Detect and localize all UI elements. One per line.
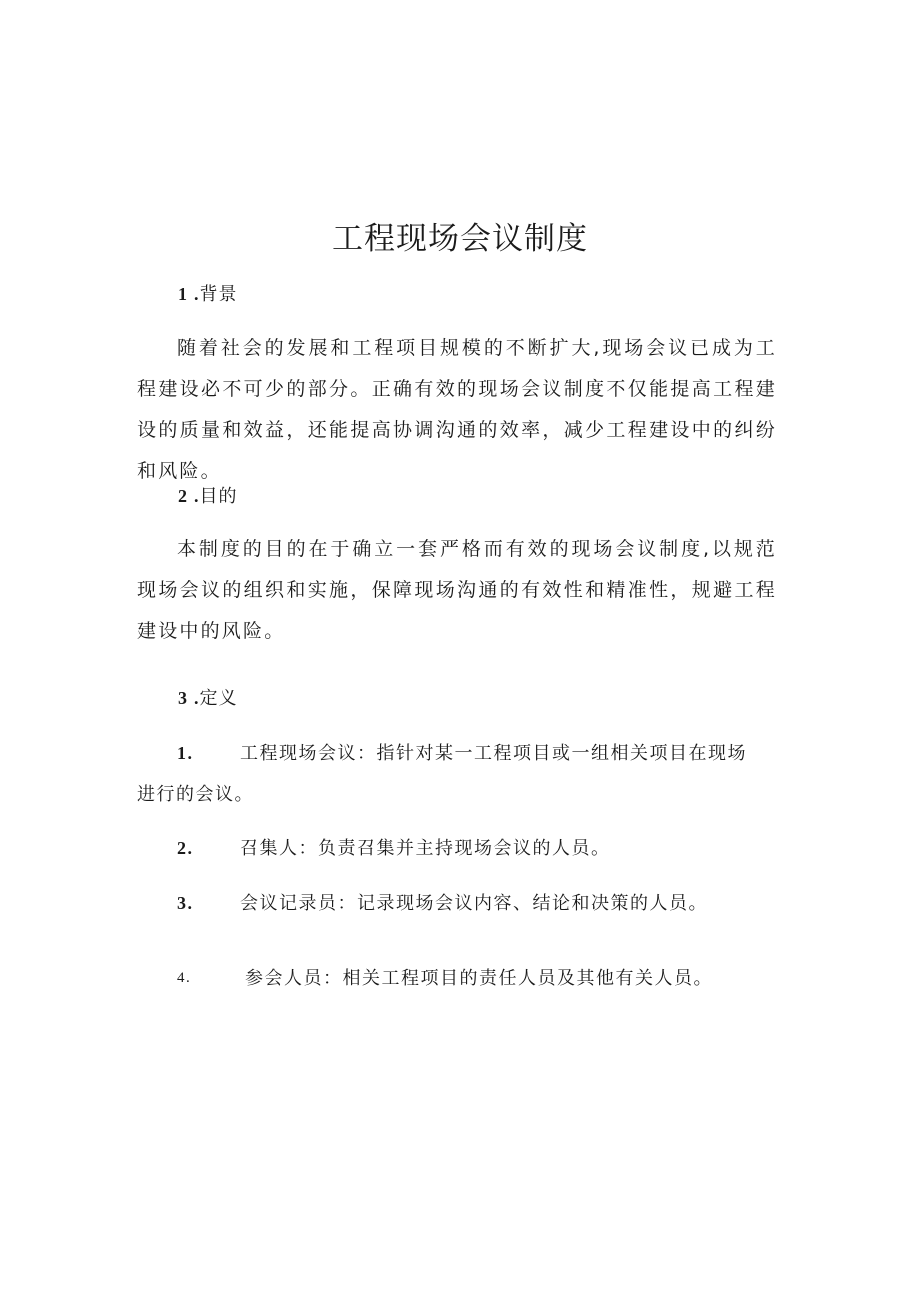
- section-dot: .: [194, 284, 200, 304]
- definition-text: 召集人：负责召集并主持现场会议的人员。: [240, 838, 611, 859]
- definition-text: 会议记录员：记录现场会议内容、结论和决策的人员。: [240, 893, 708, 914]
- section-number: 2: [178, 486, 188, 506]
- section-heading-purpose: [178, 482, 238, 508]
- definition-item: [137, 958, 777, 999]
- section-dot: .: [194, 688, 200, 708]
- definition-number: 3.: [177, 893, 194, 913]
- definition-number: 2.: [177, 838, 194, 858]
- section-dot: .: [194, 486, 200, 506]
- definition-item: [137, 828, 777, 869]
- section-paragraph-purpose: 本制度的目的在于确立一套严格而有效的现场会议制度,以规范现场会议的组织和实施，保障现场沟通的有效性和精准性，规避工程建设中的风险。: [137, 538, 777, 642]
- section-title: 定义: [199, 688, 238, 709]
- document-title: 工程现场会议制度: [332, 221, 588, 257]
- definition-item: [137, 733, 777, 815]
- section-number: 3: [178, 688, 188, 708]
- definition-number: 4.: [177, 970, 192, 986]
- definition-text: 工程现场会议：指针对某一工程项目或一组相关项目在现场进行的会议。: [137, 743, 747, 805]
- section-heading-definition: [178, 684, 238, 710]
- definition-item: [137, 883, 777, 924]
- definition-text: 参会人员：相关工程项目的责任人员及其他有关人员。: [245, 968, 713, 989]
- section-heading-background: [178, 280, 238, 306]
- section-number: 1: [178, 284, 188, 304]
- section-title: 目的: [199, 486, 238, 507]
- section-paragraph-background: 随着社会的发展和工程项目规模的不断扩大,现场会议已成为工程建设必不可少的部分。正确有效的现场会议制度不仅能提高工程建设的质量和效益，还能提高协调沟通的效率，减少工程建设中的纠纷和风险。: [137, 337, 777, 482]
- definition-number: 1.: [177, 743, 194, 763]
- section-title: 背景: [199, 284, 238, 305]
